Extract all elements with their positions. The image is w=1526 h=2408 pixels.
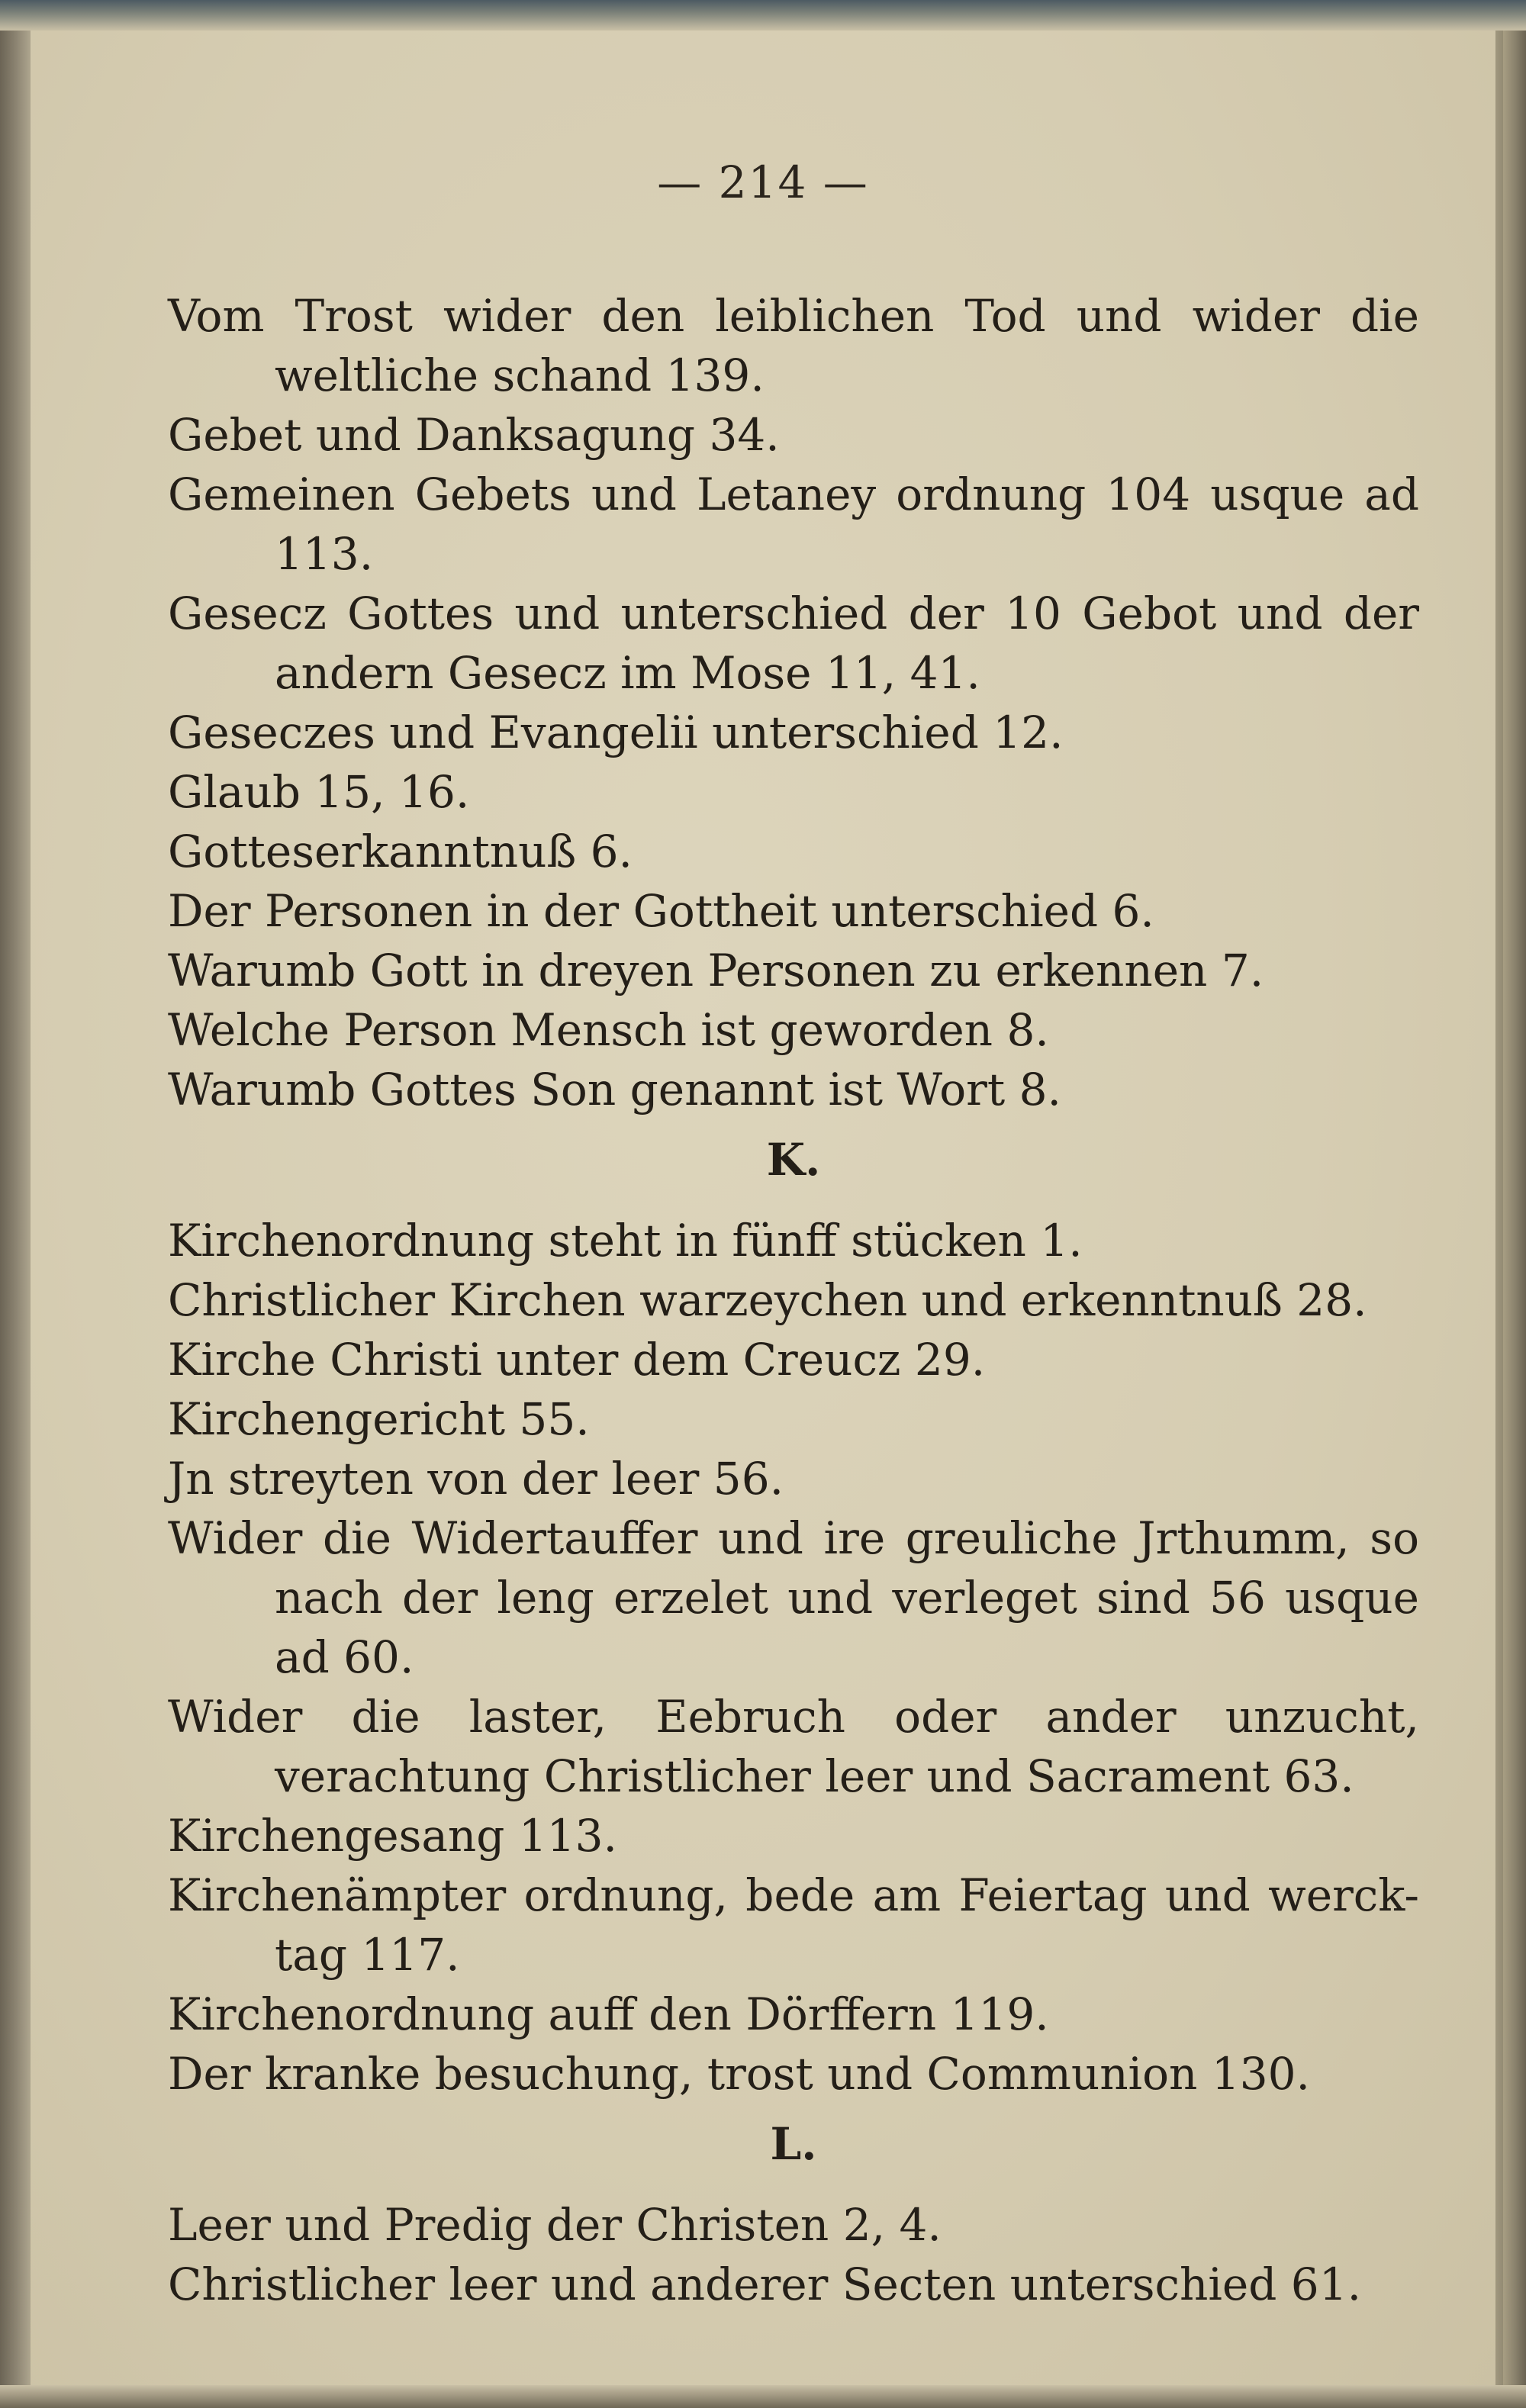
page-sheet [31, 31, 1495, 2385]
index-entry: Kirchenordnung auff den Dörffern 119. [168, 1988, 1049, 2040]
section-heading-l: L. [770, 2118, 817, 2170]
index-entry: Wider die Widertauffer und ire greuliche Jrthumm, so nach der leng erzelet und verleget sind 56 usque ad 60. [168, 1512, 1419, 1683]
book-right-edge [1503, 31, 1526, 2408]
index-entry: Gotteserkanntnuß 6. [168, 826, 633, 877]
index-entry: Welche Person Mensch ist geworden 8. [168, 1004, 1049, 1056]
index-entry: Kirche Christi unter dem Creucz 29. [168, 1334, 986, 1386]
index-entry: Gebet und Danksagung 34. [168, 409, 780, 461]
index-entry: Leer und Predig der Christen 2, 4. [168, 2199, 942, 2251]
book-bottom-edge [0, 2385, 1526, 2408]
index-entry: Gemeinen Gebets und Letaney ordnung 104 usque ad 113. [168, 468, 1419, 580]
index-entry: Geseczes und Evangelii unterschied 12. [168, 707, 1064, 758]
index-entry: Jn streyten von der leer 56. [168, 1453, 784, 1505]
index-entry: Vom Trost wider den leiblichen Tod und wider die weltliche schand 139. [168, 290, 1419, 401]
index-entry: Glaub 15, 16. [168, 766, 470, 818]
index-entry: Warumb Gottes Son genannt ist Wort 8. [168, 1064, 1061, 1115]
index-entries [168, 286, 1419, 2314]
section-heading-k: K. [766, 1134, 821, 1186]
index-entry: Warumb Gott in dreyen Personen zu erkennen 7. [168, 945, 1264, 996]
index-entry: Der kranke besuchung, trost und Communion 130. [168, 2048, 1310, 2100]
index-entry: Wider die laster, Eebruch oder ander unzucht, verachtung Christlicher leer und Sacrament 63. [168, 1691, 1419, 1802]
index-entry: Gesecz Gottes und unterschied der 10 Gebot und der andern Gesecz im Mose 11, 41. [168, 588, 1419, 699]
index-entry: Der Personen in der Gottheit unterschied 6. [168, 885, 1154, 937]
index-entry: Kirchenordnung steht in fünff stücken 1. [168, 1215, 1083, 1267]
index-entry: Kirchengericht 55. [168, 1393, 590, 1445]
book-top-edge [0, 0, 1526, 31]
index-entry: Kirchenämpter ordnung, bede am Feiertag und werck-tag 117. [168, 1869, 1419, 1981]
index-entry: Kirchengesang 113. [168, 1810, 617, 1862]
page-number: — 214 — [657, 156, 869, 208]
index-entry: Christlicher Kirchen warzeychen und erkenntnuß 28. [168, 1274, 1367, 1326]
index-entry: Christlicher leer und anderer Secten unterschied 61. [168, 2258, 1362, 2310]
